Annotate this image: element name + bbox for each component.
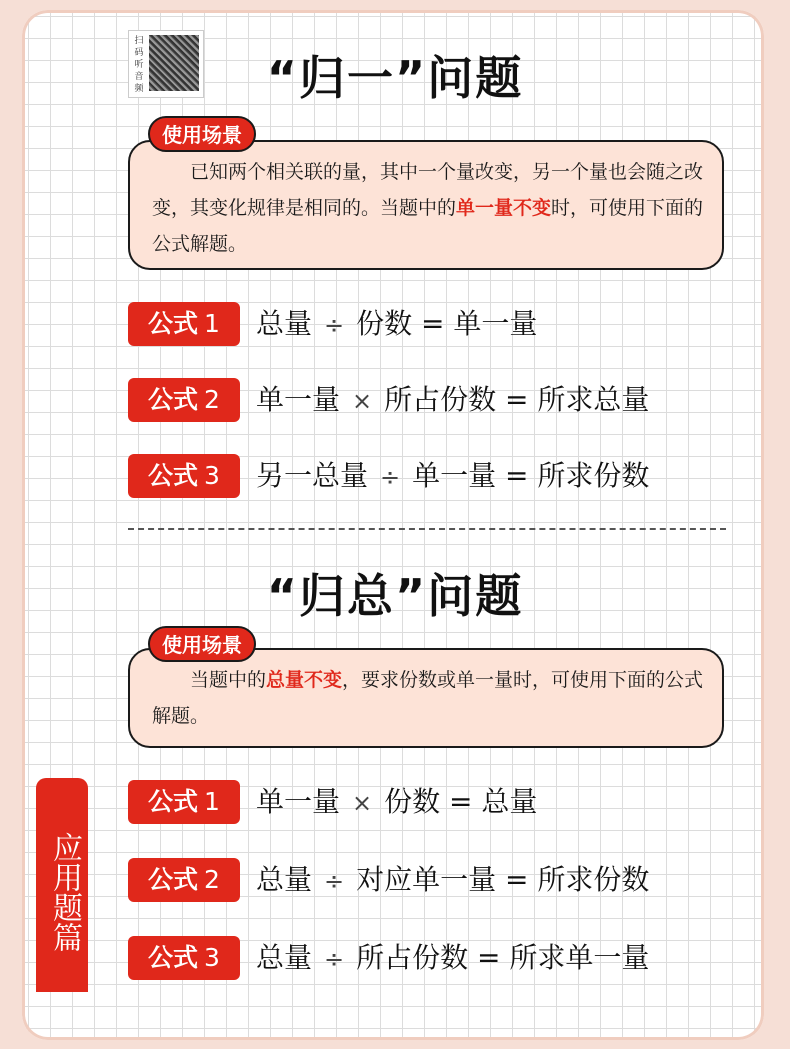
formula-badge: 公式 1 (128, 302, 240, 346)
section1-desc-post: 时，可使用下面的公式解题。 (152, 197, 704, 255)
formula-text: 单一量 × 所占份数 = 所求总量 (256, 383, 650, 416)
formula-text: 总量 ÷ 份数 = 单一量 (256, 307, 538, 340)
section1-scene-tag: 使用场景 (148, 116, 256, 152)
section2-desc-post: ，要求份数或单一量时，可使用下面的公式解题。 (152, 669, 704, 727)
formula-text: 另一总量 ÷ 单一量 = 所求份数 (256, 459, 650, 492)
formula-text: 总量 ÷ 所占份数 = 所求单一量 (256, 941, 650, 974)
section2-scene-tag: 使用场景 (148, 626, 256, 662)
section2-desc-highlight: 总量不变 (266, 669, 343, 691)
formula-badge: 公式 3 (128, 454, 240, 498)
formula-text: 总量 ÷ 对应单一量 = 所求份数 (256, 863, 650, 896)
formula-badge: 公式 1 (128, 780, 240, 824)
formula-text: 单一量 × 份数 = 总量 (256, 785, 538, 818)
formula-badge: 公式 3 (128, 936, 240, 980)
section-divider (128, 528, 726, 530)
section1-desc-pre: 已知两个相关联的量，其中一个量改变，另一个量也会随之改变，其变化规律是相同的。当题中的 (152, 161, 704, 219)
section1-scene-box (128, 140, 724, 270)
section1-desc-highlight: 单一量不变 (456, 197, 552, 219)
section1-title: “归一”问题 (266, 51, 524, 105)
section2-scene-box (128, 648, 724, 748)
qr-label: 扫码听音频 (134, 36, 144, 94)
formula-badge: 公式 2 (128, 378, 240, 422)
formula-badge: 公式 2 (128, 858, 240, 902)
section2-desc-pre: 当题中的 (190, 669, 267, 691)
section2-title: “归总”问题 (266, 569, 524, 623)
side-category-tab: 应用题篇 (36, 778, 88, 992)
